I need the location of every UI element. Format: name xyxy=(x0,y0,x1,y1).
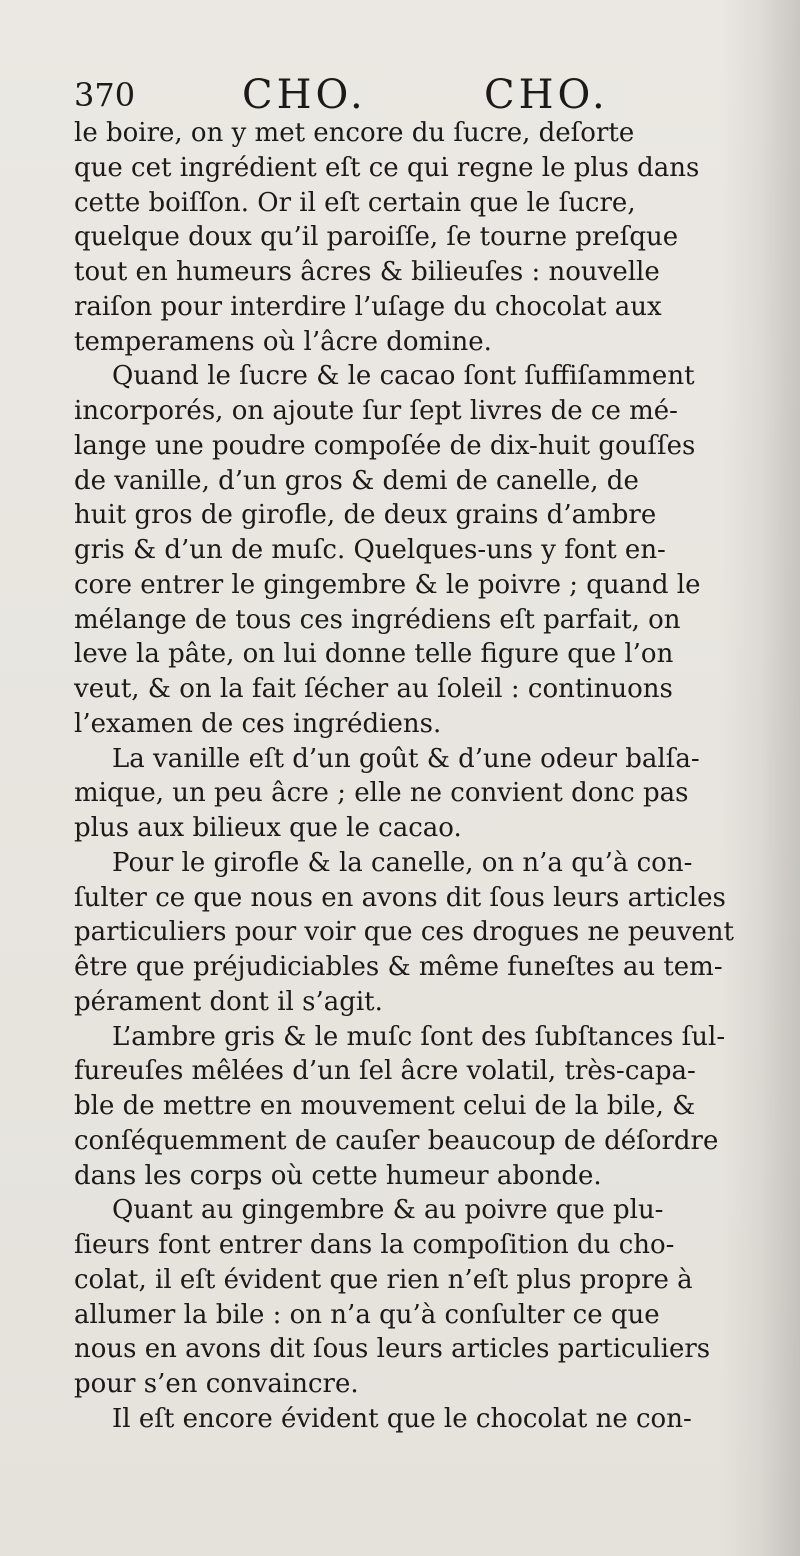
text-line: incorporés, on ajoute ſur ſept livres de ce mé- xyxy=(74,396,678,426)
text-line: conſéquemment de cauſer beaucoup de déſordre xyxy=(74,1125,719,1156)
text-line: dans les corps où cette humeur abonde. xyxy=(74,1160,602,1191)
paragraph-start-line: Pour le girofle & la canelle, on n’a qu’à con- xyxy=(112,847,693,878)
text-line: particuliers pour voir que ces drogues ne peuvent xyxy=(74,917,734,948)
text-line: veut, & on la fait ſécher au ſoleil : continuons xyxy=(74,674,673,704)
text-line: l’examen de ces ingrédiens. xyxy=(74,708,442,739)
text-line: le boire, on y met encore du ſucre, deſorte xyxy=(74,118,635,148)
text-line: être que préjudiciables & même funeſtes au tem- xyxy=(74,952,723,982)
text-line: nous en avons dit ſous leurs articles particuliers xyxy=(74,1334,711,1365)
paragraph-start-line: L’ambre gris & le muſc ſont des ſubſtances ſul- xyxy=(112,1021,726,1052)
paragraph-start-line: Il eſt encore évident que le chocolat ne con- xyxy=(112,1403,692,1434)
text-line: core entrer le gingembre & le poivre ; quand le xyxy=(74,569,701,600)
page-header xyxy=(74,72,634,120)
text-line: ſieurs font entrer dans la compoſition du cho- xyxy=(74,1230,675,1260)
paragraph-start-line: Quant au gingembre & au poivre que plu- xyxy=(112,1195,664,1226)
text-line: pérament dont il s’agit. xyxy=(74,986,383,1017)
running-head-right: CHO. xyxy=(484,72,609,118)
text-line: leve la pâte, on lui donne telle figure que l’on xyxy=(74,639,674,670)
text-line: allumer la bile : on n’a qu’à conſulter ce que xyxy=(74,1299,660,1330)
paragraph-start-line: La vanille eſt d’un goût & d’une odeur balſa- xyxy=(112,743,700,774)
text-line: mique, un peu âcre ; elle ne convient donc pas xyxy=(74,778,689,809)
text-line: huit gros de girofle, de deux grains d’ambre xyxy=(74,500,657,531)
text-line: cette boiſſon. Or il eſt certain que le ſucre, xyxy=(74,187,636,218)
body-text xyxy=(74,116,758,1437)
text-line: temperamens où l’âcre domine. xyxy=(74,326,492,357)
text-line: de vanille, d’un gros & demi de canelle, de xyxy=(74,465,639,496)
page-edge-shadow xyxy=(760,0,800,1556)
text-line: que cet ingrédient eſt ce qui regne le plus dans xyxy=(74,152,700,183)
paragraph-start-line: Quand le ſucre & le cacao ſont ſuffiſamment xyxy=(112,361,695,392)
text-line: gris & d’un de muſc. Quelques-uns y font en- xyxy=(74,535,666,565)
text-line: fureuſes mêlées d’un ſel âcre volatil, très-capa- xyxy=(74,1056,696,1087)
text-line: lange une poudre compoſée de dix-huit gouſſes xyxy=(74,430,696,461)
running-head-left: CHO. xyxy=(242,72,367,118)
page-number: 370 xyxy=(74,76,136,114)
text-line: tout en humeurs âcres & bilieuſes : nouvelle xyxy=(74,257,660,287)
text-line: ſulter ce que nous en avons dit ſous leurs articles xyxy=(74,882,726,913)
text-line: quelque doux qu’il paroiſſe, ſe tourne preſque xyxy=(74,222,679,253)
text-line: mélange de tous ces ingrédiens eſt parfait, on xyxy=(74,604,681,635)
text-line: colat, il eſt évident que rien n’eſt plus propre à xyxy=(74,1264,693,1295)
text-line: pour s’en convaincre. xyxy=(74,1369,359,1399)
text-line: raiſon pour interdire l’uſage du chocolat aux xyxy=(74,291,662,322)
text-line: ble de mettre en mouvement celui de la bile, & xyxy=(74,1091,696,1121)
text-line: plus aux bilieux que le cacao. xyxy=(74,813,462,843)
